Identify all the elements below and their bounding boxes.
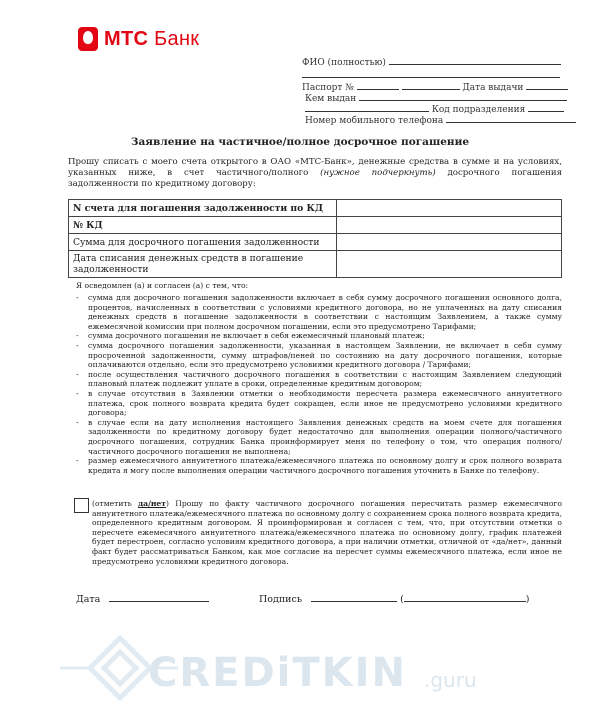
table-row bbox=[69, 251, 562, 278]
signature-line[interactable] bbox=[311, 592, 397, 602]
document-title: Заявление на частичное/полное досрочное погашение bbox=[130, 136, 470, 148]
issued-by-label: Кем выдан bbox=[305, 94, 357, 104]
mts-bank-logo bbox=[78, 27, 199, 51]
logo-text bbox=[104, 28, 199, 51]
fio-label: ФИО (полностью) bbox=[302, 58, 386, 68]
repayment-table bbox=[68, 199, 562, 278]
table-row bbox=[69, 200, 562, 217]
date-line[interactable] bbox=[109, 592, 209, 602]
debit-date-cell[interactable] bbox=[337, 251, 562, 278]
dept-code-label: Код подразделения bbox=[431, 105, 526, 115]
date-field bbox=[76, 592, 209, 605]
passport-number-line[interactable] bbox=[402, 80, 460, 90]
passport-series-line[interactable] bbox=[357, 80, 399, 90]
table-row bbox=[69, 234, 562, 251]
issued-by-line-2[interactable] bbox=[305, 102, 429, 112]
mobile-label: Номер мобильного телефона bbox=[305, 116, 444, 126]
issue-date-label: Дата выдачи bbox=[462, 83, 524, 93]
passport-label: Паспорт № bbox=[302, 83, 354, 93]
list-item: - в случае если на дату исполнения настоящего Заявления денежных средств на моем счете для погашения задолженности по кредитному договору будет недостаточно для выполнения операции полного/частичного досрочного погашения, сотрудник Банка проинформирует меня по телефону о том, что операция полного/частичного досрочного погашения не выполнена; bbox=[76, 418, 562, 456]
signature-name-line[interactable] bbox=[404, 592, 526, 602]
contract-number-cell[interactable] bbox=[337, 217, 562, 234]
list-item: - сумма досрочного погашения не включает в себя ежемесячный плановый платеж; bbox=[76, 331, 562, 341]
signature-field: Подпись ( ) bbox=[259, 594, 530, 605]
issued-by-line[interactable] bbox=[359, 91, 567, 101]
intro-italic: (нужное подчеркнуть) bbox=[320, 168, 436, 178]
yes-no-mark: да/нет bbox=[138, 499, 166, 508]
recalculate-checkbox[interactable] bbox=[74, 498, 89, 513]
mobile-line[interactable] bbox=[446, 113, 576, 123]
terms-heading: Я осведомлен (а) и согласен (а) с тем, что: bbox=[76, 281, 249, 290]
egg-logo-icon bbox=[78, 27, 98, 51]
date-label: Дата bbox=[76, 594, 101, 605]
mobile-field bbox=[305, 113, 576, 127]
watermark-suffix: .guru bbox=[424, 668, 477, 692]
agreement-paragraph bbox=[92, 499, 562, 566]
logo-bank: Банк bbox=[154, 27, 200, 50]
dept-code-line[interactable] bbox=[528, 102, 564, 112]
fio-field bbox=[302, 55, 561, 69]
list-item: - в случае отсутствия в Заявлении отметки о необходимости пересчета размера ежемесячного аннуитетного платежа, срок полного возврата кредита будет сокращен, если иное не предусмотрено условиями кредитного договора; bbox=[76, 389, 562, 418]
amount-label: Сумма для досрочного погашения задолженности bbox=[69, 234, 337, 251]
intro-part2: досрочного погашения задолженности по кредитному договору: bbox=[68, 168, 563, 189]
debit-date-label: Дата списания денежных средств в погашение задолженности bbox=[69, 251, 337, 278]
account-number-cell[interactable] bbox=[337, 200, 562, 217]
issue-date-line[interactable] bbox=[526, 80, 568, 90]
account-number-label: N счета для погашения задолженности по КД bbox=[69, 200, 337, 217]
agreement-prefix: (отметить bbox=[92, 499, 139, 508]
terms-list bbox=[76, 293, 562, 475]
logo-brand: МТС bbox=[104, 27, 149, 50]
list-item: - размер ежемесячного аннуитетного платежа/ежемесячного платежа по основному долгу и срок полного возврата кредита я могу после выполнения операции частичного досрочного погашения уточнить в Банке по телефону. bbox=[76, 456, 562, 475]
intro-part1: Прошу списать с моего счета открытого в ОАО «МТС-Банк», денежные средства в сумме и на условиях, указанных ниже, в счет частичного/полного bbox=[68, 157, 562, 178]
list-item: - после осуществления частичного досрочного погашения в соответствии с настоящим Заявлением следующий плановый платеж подлежит уплате в сроки, определенные кредитным договором; bbox=[76, 370, 562, 389]
fio-line[interactable] bbox=[389, 55, 561, 65]
contract-number-label: № КД bbox=[69, 217, 337, 234]
amount-cell[interactable] bbox=[337, 234, 562, 251]
watermark-text: CREDiTKIN bbox=[148, 650, 408, 696]
table-row bbox=[69, 217, 562, 234]
list-item: - сумма для досрочного погашения задолженности включает в себя сумму досрочного погашения основного долга, процентов, начисленных в соответствии с условиями кредитного договора, но не уплаченных на дату списания денежных средств в погашение задолженности в соответствии с настоящим Заявлением, а также сумму ежемесячной комиссии при полном досрочном погашении, если это предусмотрено Тарифами; bbox=[76, 293, 562, 331]
list-item: - сумма досрочного погашения задолженности, указанная в настоящем Заявлении, не включает в себя сумму просроченной задолженности, сумму штрафов/пеней по состоянию на дату досрочного погашения, которые оплачиваются отдельно, если это предусмотрено условиями кредитного договора / Тарифами; bbox=[76, 341, 562, 370]
signature-label: Подпись bbox=[259, 594, 303, 605]
agreement-text: ) Прошу по факту частичного досрочного погашения пересчитать размер ежемесячного аннуитетного платежа/ежемесячного платежа по основному долгу с сохранением срока полного возврата кредита, определенного кредитным договором. Я проинформирован и согласен с тем, что, при отсутствии отметки о пересчете ежемесячного аннуитетного платежа/ежемесячного платежа по основному долгу, график платежей будет перестроен, согласно условиям кредитного договора, а при наличии отметки, отличной от «да/нет», данный факт будет рассматриваться Банком, как мое согласие на пересчет суммы ежемесячного платежа, если иное не предусмотрено условиями кредитного договора. bbox=[92, 499, 562, 566]
intro-paragraph bbox=[68, 157, 562, 190]
